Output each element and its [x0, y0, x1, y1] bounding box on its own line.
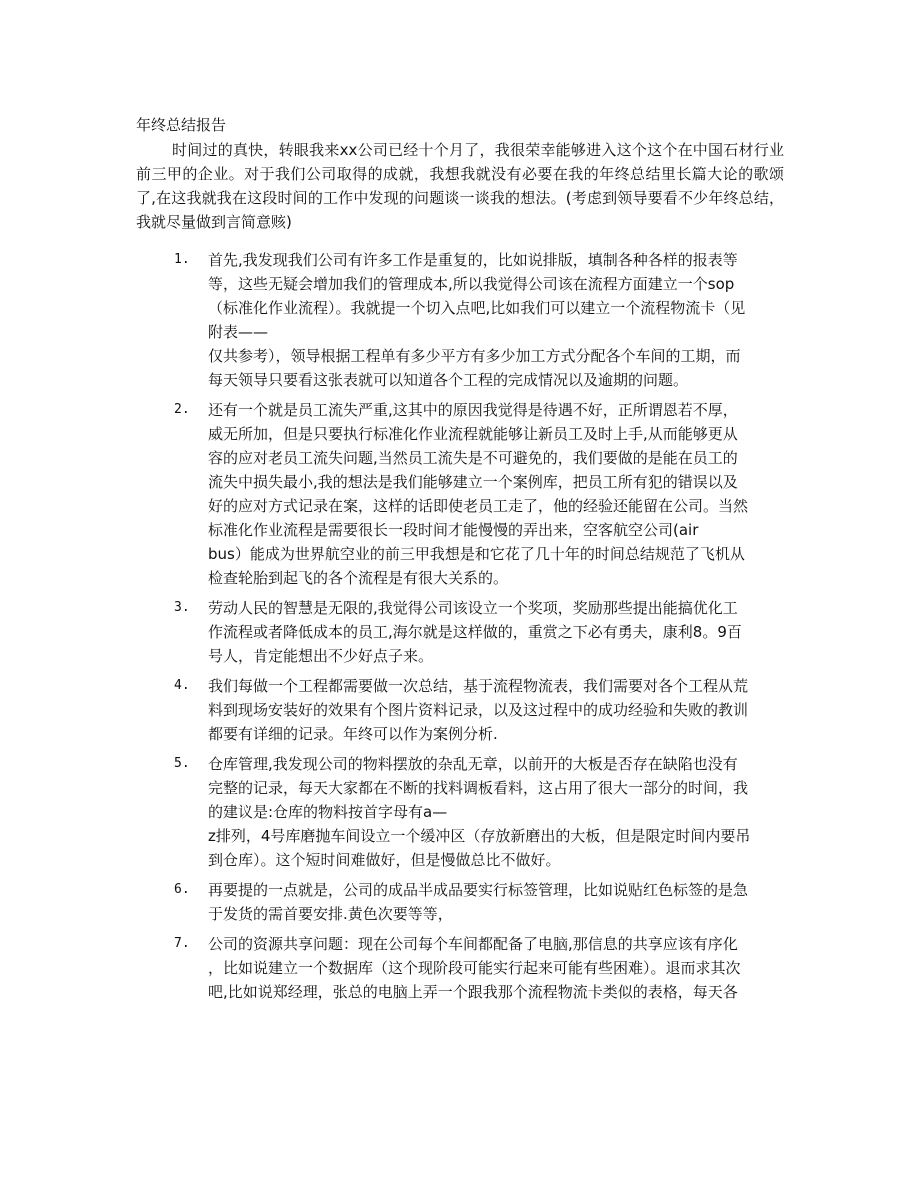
- list-item-line: 附表——: [208, 323, 269, 341]
- list-item-line: 仓库管理,我发现公司的物料摆放的杂乱无章，以前开的大板是否存在缺陷也没有: [208, 755, 738, 773]
- list-item-line: 流失中损失最小,我的想法是我们能够建立一个案例库，把员工所有犯的错误以及: [208, 473, 738, 491]
- list-item-number: 3.: [174, 600, 190, 615]
- list-item-line: 公司的资源共享问题：现在公司每个车间都配备了电脑,那信息的共享应该有序化: [208, 935, 738, 953]
- intro-paragraph: 时间过的真快，转眼我来xx公司已经十个月了，我很荣幸能够进入这个这个在中国石材行业前三甲的企业。对于我们公司取得的成就，我想我就没有必要在我的年终总结里长篇大论的歌颂了,在这我就我在这段时间的工作中发现的问题谈一谈我的想法。(考虑到领导要看不少年终总结，我就尽量做到言简意赅): [136, 141, 784, 231]
- numbered-list: [136, 248, 784, 1010]
- list-item-line: 检查轮胎到起飞的各个流程是有很大关系的。: [208, 569, 509, 587]
- list-item: [136, 752, 784, 872]
- list-item-number: 6.: [174, 882, 190, 897]
- list-item-line: 容的应对老员工流失问题,当然员工流失是不可避免的，我们要做的是能在员工的: [208, 449, 738, 467]
- list-item-line: 每天领导只要看这张表就可以知道各个工程的完成情况以及逾期的问题。: [208, 371, 689, 389]
- list-item-line: 号人，肯定能想出不少好点子来。: [208, 647, 434, 665]
- list-item-line: 标准化作业流程是需要很长一段时间才能慢慢的弄出来，空客航空公司(air: [208, 521, 699, 539]
- list-item: [136, 878, 784, 926]
- list-item-line: 还有一个就是员工流失严重,这其中的原因我觉得是待遇不好，正所谓恩若不厚，: [208, 401, 738, 419]
- list-item-number: 1.: [174, 252, 190, 267]
- list-item-line: z排列，4号库磨抛车间设立一个缓冲区（存放新磨出的大板，但是限定时间内要吊: [208, 827, 751, 845]
- list-item: [136, 398, 784, 590]
- list-item: [136, 932, 784, 1004]
- document-title: 年终总结报告: [136, 116, 227, 134]
- list-item-line: （标准化作业流程）。我就提一个切入点吧,比如我们可以建立一个流程物流卡（见: [208, 299, 746, 317]
- list-item-line: 完整的记录，每天大家都在不断的找料调板看料，这占用了很大一部分的时间，我: [208, 779, 749, 797]
- list-item-line: 到仓库）。这个短时间难做好，但是慢做总比不做好。: [208, 851, 561, 869]
- list-item-number: 7.: [174, 936, 190, 951]
- list-item-line: 我们每做一个工程都需要做一次总结，基于流程物流表，我们需要对各个工程从荒: [208, 677, 749, 695]
- list-item-number: 4.: [174, 678, 190, 693]
- list-item-line: 等，这些无疑会增加我们的管理成本,所以我觉得公司该在流程方面建立一个sop: [208, 275, 735, 293]
- list-item: [136, 596, 784, 668]
- list-item-line: 威无所加，但是只要执行标准化作业流程就能够让新员工及时上手,从而能够更从: [208, 425, 738, 443]
- list-item-line: ，比如说建立一个数据库（这个现阶段可能实行起来可能有些困难）。退而求其次: [208, 959, 741, 977]
- list-item-line: 都要有详细的记录。年终可以作为案例分析.: [208, 725, 498, 743]
- list-item-line: 仅共参考），领导根据工程单有多少平方有多少加工方式分配各个车间的工期，而: [208, 347, 741, 365]
- list-item: [136, 674, 784, 746]
- list-item-line: 劳动人民的智慧是无限的,我觉得公司该设立一个奖项，奖励那些提出能搞优化工: [208, 599, 738, 617]
- list-item-number: 2.: [174, 402, 190, 417]
- list-item-line: 首先,我发现我们公司有许多工作是重复的，比如说排版，填制各种各样的报表等: [208, 251, 738, 269]
- list-item-line: 吧,比如说郑经理，张总的电脑上弄一个跟我那个流程物流卡类似的表格，每天各: [208, 983, 738, 1001]
- list-item-line: 好的应对方式记录在案，这样的话即使老员工走了，他的经验还能留在公司。当然: [208, 497, 749, 515]
- list-item-line: 于发货的需首要安排.黄色次要等等，: [208, 905, 453, 923]
- list-item-line: 料到现场安装好的效果有个图片资料记录，以及这过程中的成功经验和失败的教训: [208, 701, 749, 719]
- list-item: [136, 248, 784, 392]
- list-item-number: 5.: [174, 756, 190, 771]
- list-item-line: 的建议是:仓库的物料按首字母有a—: [208, 803, 448, 821]
- list-item-line: bus）能成为世界航空业的前三甲我想是和它花了几十年的时间总结规范了飞机从: [208, 545, 745, 563]
- list-item-line: 再要提的一点就是，公司的成品半成品要实行标签管理，比如说贴红色标签的是急: [208, 881, 749, 899]
- list-item-line: 作流程或者降低成本的员工,海尔就是这样做的，重赏之下必有勇夫，康利8。9百: [208, 623, 742, 641]
